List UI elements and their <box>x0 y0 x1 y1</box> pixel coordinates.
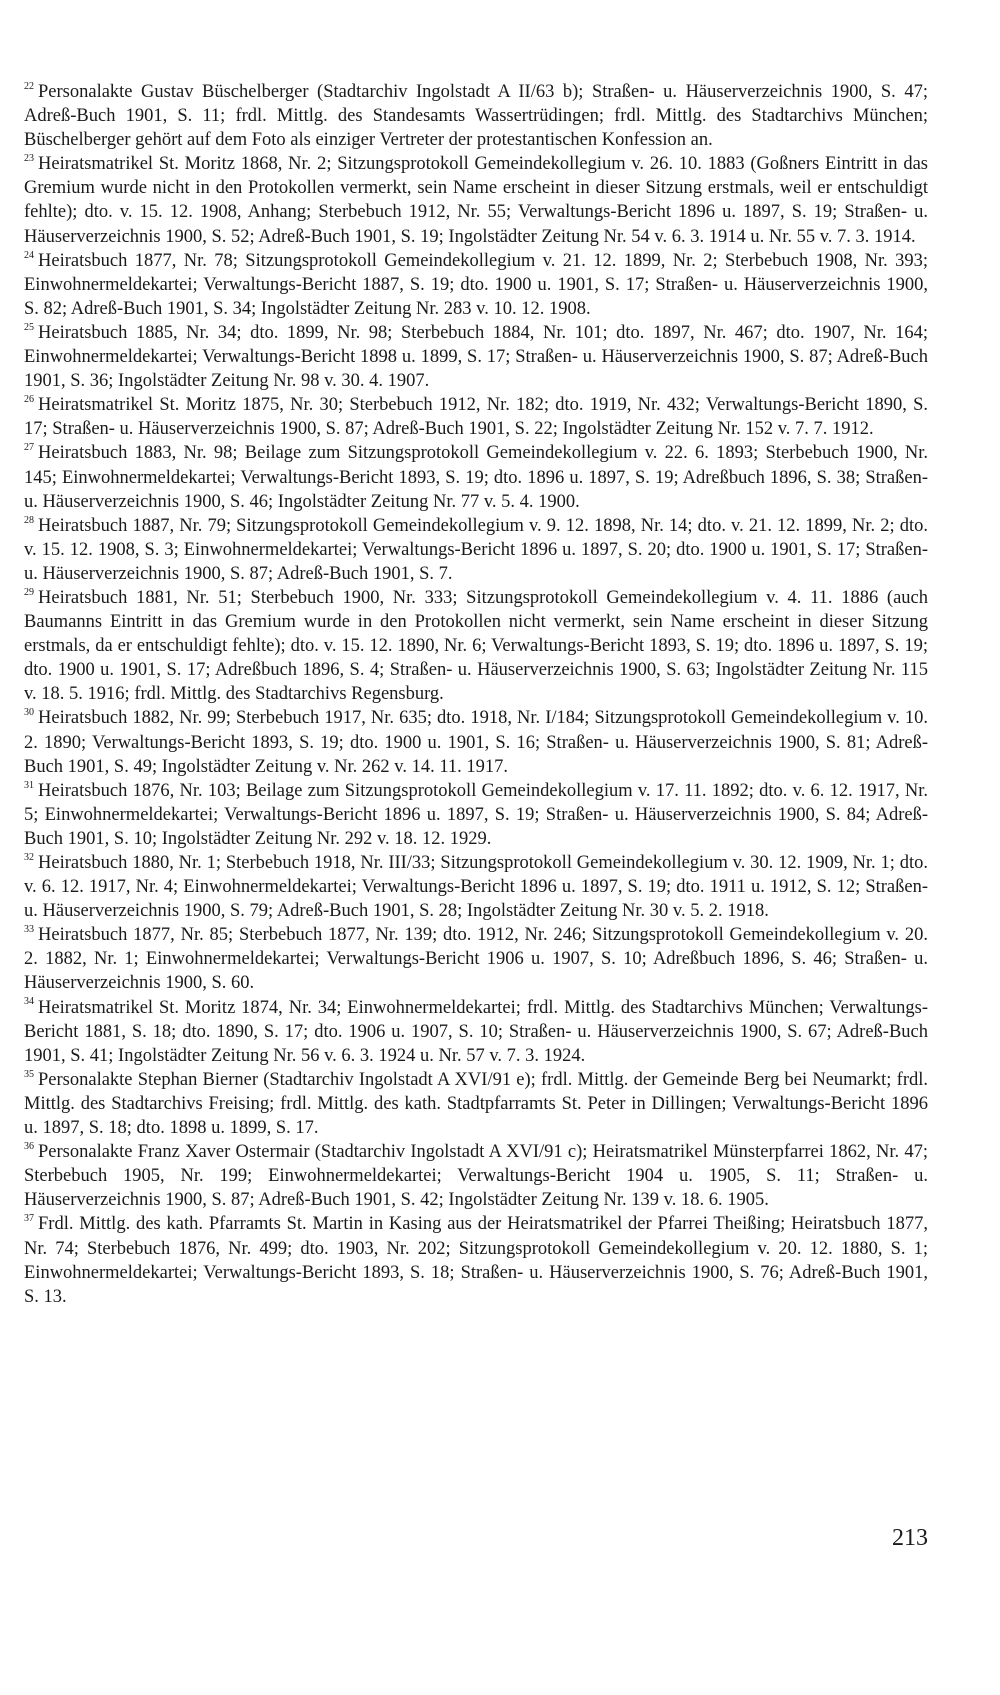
footnote-text: Heiratsbuch 1882, Nr. 99; Sterbebuch 1917, Nr. 635; dto. 1918, Nr. I/184; Sitzungsprotokoll Gemeindekollegium v. 10. 2. 1890; Verwaltungs-Bericht 1893, S. 19; dto. 1900 u. 1901, S. 16; Straßen- u. Häuserverzeichnis 1900, S. 81; Adreß-Buch 1901, S. 49; Ingolstädter Zeitung v. Nr. 262 v. 14. 11. 1917. <box>24 708 928 777</box>
footnote-text: Heiratsmatrikel St. Moritz 1874, Nr. 34; Einwohnermeldekartei; frdl. Mittlg. des Stadtarchivs München; Verwaltungs-Bericht 1881, S. 18; dto. 1890, S. 17; dto. 1906 u. 1907, S. 10; Straßen- u. Häuserverzeichnis 1900, S. 67; Adreß-Buch 1901, S. 41; Ingolstädter Zeitung Nr. 56 v. 6. 3. 1924 u. Nr. 57 v. 7. 3. 1924. <box>24 997 928 1066</box>
footnote-number: 37 <box>24 1213 34 1225</box>
footnote-text: Heiratsbuch 1880, Nr. 1; Sterbebuch 1918, Nr. III/33; Sitzungsprotokoll Gemeindekollegium v. 30. 12. 1909, Nr. 1; dto. v. 6. 12. 1917, Nr. 4; Einwohnermeldekartei; Verwaltungs-Bericht 1896 u. 1897, S. 19; dto. 1911 u. 1912, S. 12; Straßen- u. Häuserverzeichnis 1900, S. 79; Adreß-Buch 1901, S. 28; Ingolstädter Zeitung Nr. 30 v. 5. 2. 1918. <box>24 853 928 922</box>
footnote-text: Heiratsbuch 1883, Nr. 98; Beilage zum Sitzungsprotokoll Gemeindekollegium v. 22. 6. 1893; Sterbebuch 1900, Nr. 145; Einwohnermeldekartei; Verwaltungs-Bericht 1893, S. 19; dto. 1896 u. 1897, S. 19; Adreßbuch 1896, S. 38; Straßen- u. Häuserverzeichnis 1900, S. 46; Ingolstädter Zeitung Nr. 77 v. 5. 4. 1900. <box>24 443 928 512</box>
footnote-22 <box>24 80 928 152</box>
footnote-text: Personalakte Gustav Büschelberger (Stadtarchiv Ingolstadt A II/63 b); Straßen- u. Häuserverzeichnis 1900, S. 47; Adreß-Buch 1901, S. 11; frdl. Mittlg. des Standesamts Wassertrüdingen; frdl. Mittlg. des Stadtarchivs München; Büschelberger gehört auf dem Foto als einziger Vertreter der protestantischen Konfession an. <box>24 82 928 151</box>
footnote-34 <box>24 996 928 1068</box>
footnote-37 <box>24 1212 928 1308</box>
footnote-text: Personalakte Franz Xaver Ostermair (Stadtarchiv Ingolstadt A XVI/91 c); Heiratsmatrikel Münsterpfarrei 1862, Nr. 47; Sterbebuch 1905, Nr. 199; Einwohnermeldekartei; Verwaltungs-Bericht 1904 u. 1905, S. 11; Straßen- u. Häuserverzeichnis 1900, S. 87; Adreß-Buch 1901, S. 42; Ingolstädter Zeitung Nr. 139 v. 18. 6. 1905. <box>24 1142 928 1211</box>
footnote-text: Heiratsbuch 1887, Nr. 79; Sitzungsprotokoll Gemeindekollegium v. 9. 12. 1898, Nr. 14; dto. v. 21. 12. 1899, Nr. 2; dto. v. 15. 12. 1908, S. 3; Einwohnermeldekartei; Verwaltungs-Bericht 1896 u. 1897, S. 20; dto. 1900 u. 1901, S. 17; Straßen- u. Häuserverzeichnis 1900, S. 87; Adreß-Buch 1901, S. 7. <box>24 515 928 584</box>
footnote-text: Heiratsbuch 1877, Nr. 85; Sterbebuch 1877, Nr. 139; dto. 1912, Nr. 246; Sitzungsprotokoll Gemeindekollegium v. 20. 2. 1882, Nr. 1; Einwohnermeldekartei; Verwaltungs-Bericht 1906 u. 1907, S. 10; Adreßbuch 1896, S. 46; Straßen- u. Häuserverzeichnis 1900, S. 60. <box>24 925 928 994</box>
footnote-33 <box>24 923 928 995</box>
footnote-text: Heiratsbuch 1876, Nr. 103; Beilage zum Sitzungsprotokoll Gemeindekollegium v. 17. 11. 1892; dto. v. 6. 12. 1917, Nr. 5; Einwohnermeldekartei; Verwaltungs-Bericht 1896 u. 1897, S. 19; Straßen- u. Häuserverzeichnis 1900, S. 84; Adreß-Buch 1901, S. 10; Ingolstädter Zeitung Nr. 292 v. 18. 12. 1929. <box>24 780 928 849</box>
footnote-29 <box>24 586 928 706</box>
footnote-26 <box>24 393 928 441</box>
footnote-number: 25 <box>24 321 34 333</box>
footnote-text: Heiratsbuch 1885, Nr. 34; dto. 1899, Nr. 98; Sterbebuch 1884, Nr. 101; dto. 1897, Nr. 467; dto. 1907, Nr. 164; Einwohnermeldekartei; Verwaltungs-Bericht 1898 u. 1899, S. 17; Straßen- u. Häuserverzeichnis 1900, S. 87; Adreß-Buch 1901, S. 36; Ingolstädter Zeitung Nr. 98 v. 30. 4. 1907. <box>24 322 928 392</box>
footnote-35 <box>24 1068 928 1140</box>
footnote-text: Heiratsmatrikel St. Moritz 1875, Nr. 30; Sterbebuch 1912, Nr. 182; dto. 1919, Nr. 432; Verwaltungs-Bericht 1890, S. 17; Straßen- u. Häuserverzeichnis 1900, S. 87; Adreß-Buch 1901, S. 22; Ingolstädter Zeitung Nr. 152 v. 7. 7. 1912. <box>24 395 928 440</box>
footnote-text: Heiratsmatrikel St. Moritz 1868, Nr. 2; Sitzungsprotokoll Gemeindekollegium v. 26. 10. 1883 (Goßners Eintritt in das Gremium wurde nicht in den Protokollen vermerkt, sein Name erscheint in dieser Sitzung erstmals, weil er entschuldigt fehlte); dto. v. 15. 12. 1908, Anhang; Sterbebuch 1912, Nr. 55; Verwaltungs-Bericht 1896 u. 1897, S. 19; Straßen- u. Häuserverzeichnis 1900, S. 52; Adreß-Buch 1901, S. 19; Ingolstädter Zeitung Nr. 54 v. 6. 3. 1914 u. Nr. 55 v. 7. 3. 1914. <box>24 154 928 247</box>
footnotes-section <box>24 80 928 1309</box>
footnote-27 <box>24 441 928 513</box>
footnote-number: 31 <box>24 779 34 791</box>
footnote-number: 35 <box>24 1068 34 1080</box>
footnote-number: 24 <box>24 249 34 261</box>
footnote-number: 28 <box>24 514 34 526</box>
footnote-36 <box>24 1140 928 1212</box>
footnote-number: 34 <box>24 996 34 1008</box>
footnote-text: Heiratsbuch 1881, Nr. 51; Sterbebuch 1900, Nr. 333; Sitzungsprotokoll Gemeindekollegium v. 4. 11. 1886 (auch Baumanns Eintritt in das Gremium wurde in den Protokollen nicht vermerkt, sein Name erscheint in dieser Sitzung erstmals, da er entschuldigt fehlte); dto. v. 15. 12. 1890, Nr. 6; Verwaltungs-Bericht 1893, S. 19; dto. 1896 u. 1897, S. 19; dto. 1900 u. 1901, S. 17; Adreßbuch 1896, S. 4; Straßen- u. Häuserverzeichnis 1900, S. 63; Ingolstädter Zeitung Nr. 115 v. 18. 5. 1916; frdl. Mittlg. des Stadtarchivs Regensburg. <box>24 587 928 705</box>
footnote-number: 30 <box>24 707 34 719</box>
footnote-number: 26 <box>24 394 34 406</box>
footnote-text: Personalakte Stephan Bierner (Stadtarchiv Ingolstadt A XVI/91 e); frdl. Mittlg. der Gemeinde Berg bei Neumarkt; frdl. Mittlg. des Stadtarchivs Freising; frdl. Mittlg. des kath. Stadtpfarramts St. Peter in Dillingen; Verwaltungs-Bericht 1896 u. 1897, S. 18; dto. 1898 u. 1899, S. 17. <box>24 1069 928 1139</box>
footnote-number: 33 <box>24 924 34 936</box>
footnote-30 <box>24 706 928 778</box>
footnote-31 <box>24 779 928 851</box>
footnote-text: Frdl. Mittlg. des kath. Pfarramts St. Martin in Kasing aus der Heiratsmatrikel der Pfarrei Theißing; Heiratsbuch 1877, Nr. 74; Sterbebuch 1876, Nr. 499; dto. 1903, Nr. 202; Sitzungsprotokoll Gemeindekollegium v. 20. 12. 1880, S. 1; Einwohnermeldekartei; Verwaltungs-Bericht 1893, S. 18; Straßen- u. Häuserverzeichnis 1900, S. 76; Adreß-Buch 1901, S. 13. <box>24 1214 928 1307</box>
footnote-number: 27 <box>24 442 34 454</box>
footnote-text: Heiratsbuch 1877, Nr. 78; Sitzungsprotokoll Gemeindekollegium v. 21. 12. 1899, Nr. 2; Sterbebuch 1908, Nr. 393; Einwohnermeldekartei; Verwaltungs-Bericht 1887, S. 19; dto. 1900 u. 1901, S. 17; Straßen- u. Häuserverzeichnis 1900, S. 82; Adreß-Buch 1901, S. 34; Ingolstädter Zeitung Nr. 283 v. 10. 12. 1908. <box>24 250 928 319</box>
footnote-23 <box>24 152 928 248</box>
footnote-number: 23 <box>24 153 34 165</box>
footnote-25 <box>24 321 928 393</box>
footnote-28 <box>24 514 928 586</box>
footnote-number: 32 <box>24 851 34 863</box>
footnote-24 <box>24 249 928 321</box>
footnote-number: 29 <box>24 586 34 598</box>
footnote-32 <box>24 851 928 923</box>
page-number: 213 <box>892 1525 928 1551</box>
footnote-number: 22 <box>24 80 34 92</box>
footnote-number: 36 <box>24 1140 34 1152</box>
